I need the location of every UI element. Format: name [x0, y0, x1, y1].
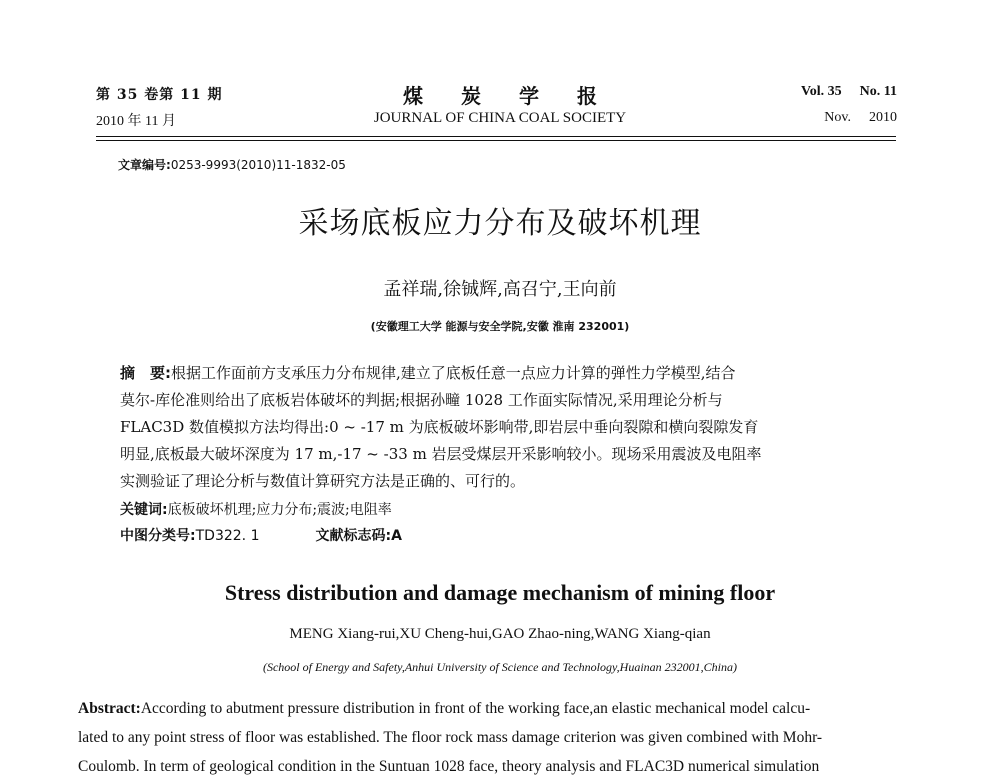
abstract-en-label: Abstract:	[78, 700, 141, 717]
paper-title-cn: 采场底板应力分布及破坏机理	[298, 206, 702, 241]
keywords-cn	[120, 499, 392, 519]
year-label: 2010	[869, 110, 897, 125]
header-rule-top	[96, 136, 896, 137]
journal-name-cn: 煤炭学报	[403, 84, 635, 108]
header-rule-bottom	[96, 140, 896, 141]
volume-label: Vol. 35	[800, 84, 842, 99]
journal-date-en	[806, 110, 897, 126]
clc-label: 中图分类号:	[120, 528, 196, 544]
journal-name-en: JOURNAL OF CHINA COAL SOCIETY	[373, 110, 627, 126]
authors-cn: 孟祥瑞,徐铖辉,高召宁,王向前	[383, 279, 617, 300]
article-number-value: 0253-9993(2010)11-1832-05	[170, 158, 346, 172]
abstract-en-line: lated to any point stress of floor was established. The floor rock mass damage criterion was given combined with Mohr-	[78, 729, 823, 746]
article-number	[118, 156, 346, 173]
abstract-cn-line: 摘 要:根据工作面前方支承压力分布规律,建立了底板任意一点应力计算的弹性力学模型,结合	[120, 364, 736, 382]
article-number-label: 文章编号:	[118, 158, 171, 172]
abstract-en-line: Abstract:According to abutment pressure distribution in front of the working face,an elastic mechanical model calcu-	[78, 700, 811, 717]
abstract-cn	[120, 360, 890, 495]
abstract-en-line: Coulomb. In term of geological condition in the Suntuan 1028 face, theory analysis and FLAC3D numerical simulation	[78, 758, 820, 775]
abstract-en	[78, 694, 928, 781]
doc-code-label: 文献标志码:	[315, 528, 392, 544]
authors-en: MENG Xiang-rui,XU Cheng-hui,GAO Zhao-ning,WANG Xiang-qian	[289, 626, 711, 642]
journal-issue-cn: 第 35 卷第 11 期	[96, 87, 223, 103]
abstract-cn-line: 明显,底板最大破坏深度为 17 m,-17 ~ -33 m 岩层受煤层开采影响较小。现场采用震波及电阻率	[120, 445, 762, 463]
classification	[120, 525, 402, 545]
abstract-cn-line: 实测验证了理论分析与数值计算研究方法是正确的、可行的。	[120, 472, 526, 490]
affiliation-en: (School of Energy and Safety,Anhui University of Science and Technology,Huainan 232001,China)	[262, 660, 738, 674]
journal-volume-en	[783, 84, 897, 100]
doc-code-value: A	[391, 528, 402, 544]
keywords-cn-label: 关键词:	[120, 502, 168, 518]
affiliation-cn: (安徽理工大学 能源与安全学院,安徽 淮南 232001)	[370, 320, 630, 333]
journal-date-cn: 2010 年 11 月	[96, 114, 176, 129]
keywords-cn-value: 底板破坏机理;应力分布;震波;电阻率	[167, 502, 392, 518]
abstract-cn-line: FLAC3D 数值模拟方法均得出:0 ~ -17 m 为底板破坏影响带,即岩层中垂向裂隙和横向裂隙发育	[120, 418, 759, 436]
month-label: Nov.	[824, 110, 851, 125]
clc-value: TD322. 1	[195, 528, 260, 544]
paper-title-en: Stress distribution and damage mechanism of mining floor	[224, 580, 776, 605]
abstract-cn-label: 摘 要:	[120, 364, 171, 382]
abstract-cn-line: 莫尔-库伦准则给出了底板岩体破坏的判据;根据孙疃 1028 工作面实际情况,采用理论分析与	[120, 391, 723, 409]
issue-label: No. 11	[859, 84, 897, 99]
